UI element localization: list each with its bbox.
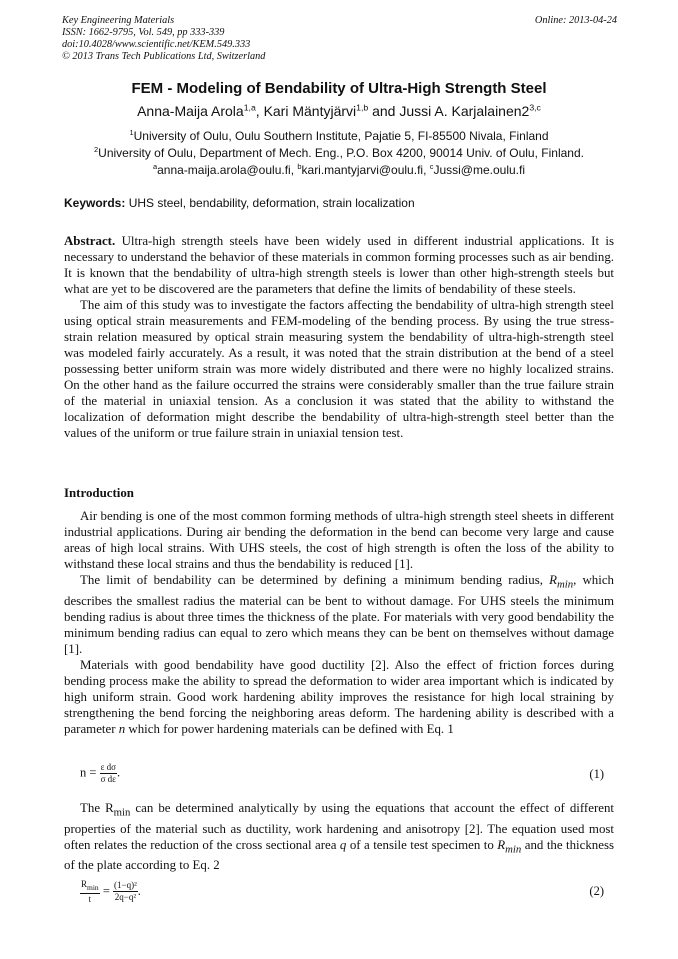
equation-number-1: (1): [589, 767, 604, 781]
abstract-paragraph-2: The aim of this study was to investigate the factors affecting the bendability of ultra-high strength steel using optical strain measurements and FEM-modeling of the bending process. By using the true stress- strain relation measured by optical strain measuring system the bendability of ultra-high-strength steel was modeled fairly accurately. As a result, it was noted that the strain distribution at the bend of a steel possessing better uniform strain was more widely distributed and there were no highly localized strains. On the other hand as the failure occurred the strains were considerably smaller than the true failure strain of the material in uniaxial tension. As a conclusion it was stated that the ability to withstand the localization of deformation might describe the bendability of ultra-high-strength steel better than the values of the uniform or true failure strain in uniaxial tension test.: [64, 298, 614, 440]
email-sup: b: [297, 162, 302, 171]
abstract-label: Abstract.: [64, 234, 116, 248]
text: The limit of bendability can be determined by defining a minimum bending radius,: [80, 573, 550, 587]
equals-sign: =: [99, 883, 113, 898]
text: which for power hardening materials can be defined with Eq. 1: [125, 721, 454, 736]
intro-paragraph-2: [64, 572, 614, 657]
abstract-paragraph-1: [64, 233, 614, 297]
affiliation-sup: 1: [129, 128, 134, 137]
text: The R: [80, 801, 114, 815]
email-list: [0, 163, 678, 177]
email-sup: a: [152, 162, 158, 171]
keywords: [64, 196, 415, 210]
equation-lhs: n =: [80, 765, 100, 780]
abstract-text: Ultra-high strength steels have been widely used in different industrial applications. It is necessary to understand the behavior of these materials in common forming processes such as air bending. It is known that the bendability of ultra-high strength steels is lower than other high-strength steels but what are yet to be discovered are the parameters that define the limits of bendability of these steels.: [64, 234, 614, 296]
email-text: kari.mantyjarvi@oulu.fi,: [301, 163, 430, 177]
fraction-denominator: t: [88, 893, 92, 904]
author-list: [0, 103, 678, 119]
copyright: © 2013 Trans Tech Publications Ltd, Switzerland: [62, 51, 266, 62]
fraction-denominator: 2q−q²: [114, 892, 137, 903]
intro-paragraph-4: [64, 800, 614, 873]
equation-number-2: (2): [589, 884, 604, 898]
symbol-n: n: [118, 721, 126, 736]
email-text: Jussi@me.oulu.fi: [433, 163, 526, 177]
keywords-text: UHS steel, bendability, deformation, strain localization: [125, 196, 415, 210]
affiliation-text: University of Oulu, Oulu Southern Institute, Pajatie 5, FI-85500 Nivala, Finland: [133, 129, 549, 143]
keywords-label: Keywords:: [64, 196, 126, 210]
author-separator: and: [368, 103, 400, 119]
email-sup: c: [429, 162, 434, 171]
author-name: Kari Mäntyjärvi: [263, 103, 357, 119]
intro-paragraph-3: [64, 657, 614, 737]
affiliation-text: University of Oulu, Department of Mech. Eng., P.O. Box 4200, 90014 Univ. of Oulu, Finland.: [98, 146, 584, 160]
equation-tail: .: [137, 883, 141, 898]
issn: ISSN: 1662-9795, Vol. 549, pp 333-339: [62, 27, 225, 38]
text: and the thickness of the plate according to Eq. 2: [64, 837, 615, 873]
subscript-min: min: [87, 882, 99, 892]
fraction-denominator: σ dε: [100, 774, 116, 784]
equation-lhs-fraction: [80, 879, 100, 905]
subscript-min: min: [113, 806, 131, 819]
section-heading-introduction: Introduction: [64, 486, 134, 500]
equation-fraction: [100, 762, 117, 785]
introduction-body: [64, 508, 614, 737]
equation-rhs-fraction: [113, 880, 138, 903]
symbol-r: R: [549, 573, 557, 587]
text: can be determined analytically by using the equations that account the effect of different properties of the material such as ductility, work hardening and anisotropy [2]. The equation used most often relates the reduction of the cross sectional area: [64, 801, 614, 852]
equation-2: [80, 879, 141, 905]
fraction-numerator: (1−q)²: [114, 880, 137, 891]
symbol-r: R: [497, 837, 506, 852]
author-sup: 3,c: [529, 102, 541, 113]
symbol-q: q: [339, 837, 347, 852]
text: of a tensile test specimen to: [346, 837, 498, 852]
fraction-numerator: [80, 879, 100, 894]
doi: doi:10.4028/www.scientific.net/KEM.549.333: [62, 39, 251, 50]
text: Materials with good bendability have good ductility [2]. Also the effect of friction forces during bending process make the ability to spread the deformation to wider area important which is indicated by high uniform strain. Good work hardening ability improves the resistance for high local straining by strengthening the bend forcing the neighboring areas deform. The hardening ability is described with a parameter: [64, 657, 614, 736]
email-text: anna-maija.arola@oulu.fi,: [157, 163, 298, 177]
author-name: Anna-Maija Arola: [137, 103, 244, 119]
affiliation-1: [0, 129, 678, 143]
subscript-min: min: [505, 843, 522, 856]
intro-paragraph-1: Air bending is one of the most common forming methods of ultra-high strength steel sheets in different industrial applications. During air bending the deformation in the bend can become very large and cause areas of high local strains. With UHS steels, the cost of high strength is often the loss of the ability to withstand these local strains and thus the bendability is reduced [1].: [64, 509, 614, 571]
equation-tail: .: [116, 765, 121, 780]
text: , which describes the smallest radius the material can be bent to without damage. For UHS steels the minimum bending radius is about three times the thickness of the plate. For materials with very good bendability the minimum bending radius can equal to zero which means they can be bent on themselves without damage [1].: [64, 573, 614, 656]
fraction-numerator: ε dσ: [100, 762, 116, 772]
author-sup: 1,b: [356, 102, 369, 113]
affiliation-sup: 2: [94, 145, 99, 154]
affiliation-2: [0, 146, 678, 160]
paper-title: FEM - Modeling of Bendability of Ultra-High Strength Steel: [131, 80, 547, 97]
equation-1: [80, 762, 120, 785]
journal-name: Key Engineering Materials: [62, 15, 175, 26]
online-date: Online: 2013-04-24: [534, 15, 617, 26]
running-header: [62, 15, 617, 63]
author-name: Jussi A. Karjalainen2: [399, 103, 530, 119]
author-separator: ,: [255, 103, 264, 119]
abstract: [64, 233, 614, 441]
author-sup: 1,a: [243, 102, 256, 113]
subscript-min: min: [556, 578, 574, 591]
symbol-r: R: [81, 879, 88, 889]
